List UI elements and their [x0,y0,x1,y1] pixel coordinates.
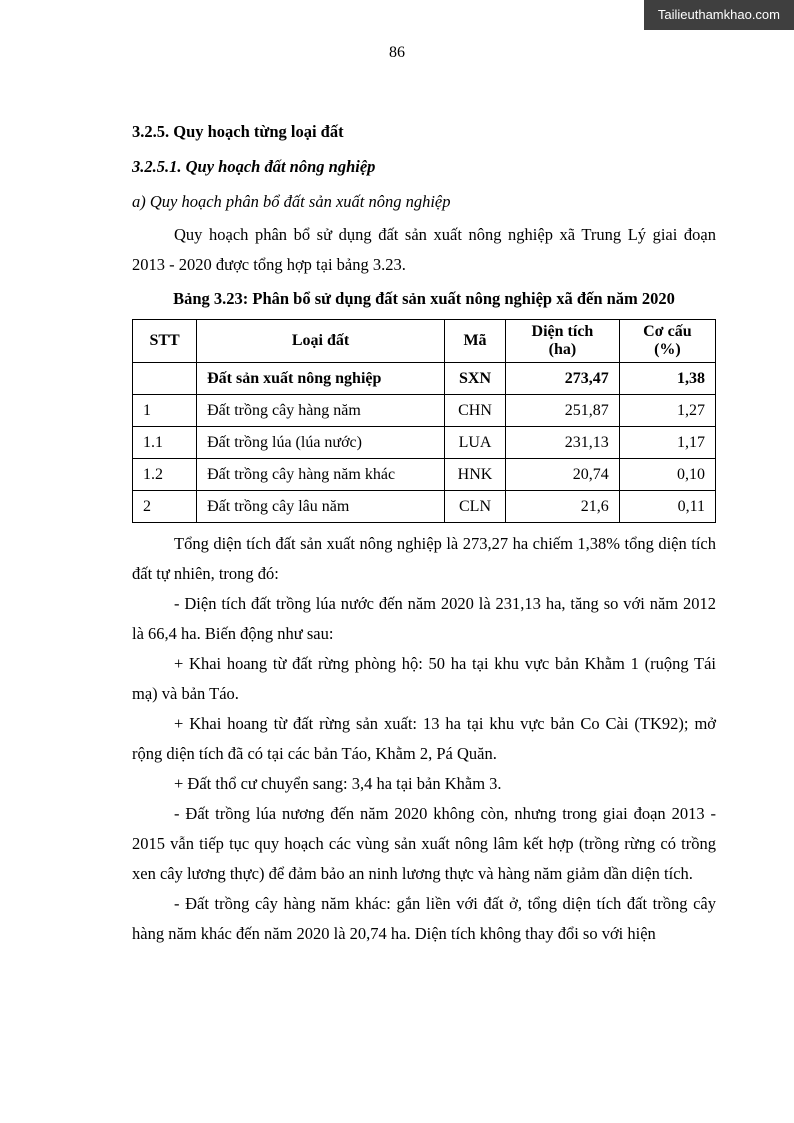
cell-dien-tich: 251,87 [506,395,620,427]
cell-stt: 1.2 [133,459,197,491]
table-row [133,395,716,427]
cell-ma: LUA [444,427,505,459]
table-header-row [133,320,716,363]
cell-co-cau: 1,17 [619,427,715,459]
col-header-co-cau: Cơ cấu (%) [619,320,715,363]
cell-stt: 1.1 [133,427,197,459]
col-header-dien-tich: Diện tích (ha) [506,320,620,363]
cell-ma: HNK [444,459,505,491]
cell-dien-tich: 21,6 [506,491,620,523]
cell-co-cau: 1,27 [619,395,715,427]
cell-stt [133,363,197,395]
table-row [133,491,716,523]
cell-loai-dat: Đất trồng cây lâu năm [197,491,445,523]
col-header-loai-dat: Loại đất [197,320,445,363]
subsection-heading: 3.2.5.1. Quy hoạch đất nông nghiệp [132,157,376,176]
table-caption: Bảng 3.23: Phân bổ sử dụng đất sản xuất nông nghiệp xã đến năm 2020 [173,289,675,308]
cell-ma: SXN [444,363,505,395]
page-number: 86 [389,44,405,61]
cell-ma: CHN [444,395,505,427]
table-row [133,363,716,395]
watermark-label: Tailieuthamkhao.com [644,0,794,30]
paragraph-khai-hoang-san-xuat: + Khai hoang từ đất rừng sản xuất: 13 ha tại khu vực bản Co Cài (TK92); mở rộng diện tích đã có tại các bản Táo, Khằm 2, Pá Quăn. [132,714,716,763]
land-use-table [132,319,716,523]
paragraph-rice-land: - Diện tích đất trồng lúa nước đến năm 2020 là 231,13 ha, tăng so với năm 2012 là 66,4 ha. Biến động như sau: [132,594,716,643]
cell-stt: 1 [133,395,197,427]
col-header-stt: STT [133,320,197,363]
page-content [0,62,794,949]
table-row [133,459,716,491]
cell-loai-dat: Đất trồng lúa (lúa nước) [197,427,445,459]
cell-loai-dat: Đất trồng cây hàng năm [197,395,445,427]
table-row [133,427,716,459]
col-header-ma: Mã [444,320,505,363]
paragraph-intro: Quy hoạch phân bổ sử dụng đất sản xuất nông nghiệp xã Trung Lý giai đoạn 2013 - 2020 được tổng hợp tại bảng 3.23. [132,225,716,274]
cell-co-cau: 1,38 [619,363,715,395]
cell-dien-tich: 20,74 [506,459,620,491]
paragraph-hang-nam-khac: - Đất trồng cây hàng năm khác: gắn liền với đất ở, tổng diện tích đất trồng cây hàng năm khác đến năm 2020 là 20,74 ha. Diện tích không thay đổi so với hiện [132,894,716,943]
paragraph-tho-cu: + Đất thổ cư chuyển sang: 3,4 ha tại bản Khằm 3. [174,774,502,793]
cell-co-cau: 0,11 [619,491,715,523]
cell-stt: 2 [133,491,197,523]
paragraph-khai-hoang-phong-ho: + Khai hoang từ đất rừng phòng hộ: 50 ha tại khu vực bản Khằm 1 (ruộng Tái mạ) và bản Táo. [132,654,716,703]
cell-co-cau: 0,10 [619,459,715,491]
cell-loai-dat: Đất sản xuất nông nghiệp [197,363,445,395]
cell-dien-tich: 273,47 [506,363,620,395]
cell-dien-tich: 231,13 [506,427,620,459]
item-heading: a) Quy hoạch phân bổ đất sản xuất nông nghiệp [132,192,451,211]
cell-ma: CLN [444,491,505,523]
paragraph-total: Tổng diện tích đất sản xuất nông nghiệp là 273,27 ha chiếm 1,38% tổng diện tích đất tự nhiên, trong đó: [132,534,716,583]
paragraph-lua-nuong: - Đất trồng lúa nương đến năm 2020 không còn, nhưng trong giai đoạn 2013 - 2015 vẫn tiếp tục quy hoạch các vùng sản xuất nông lâm kết hợp (trồng rừng có trồng xen cây lương thực) để đảm bảo an ninh lương thực và hàng năm giảm dần diện tích. [132,804,716,883]
cell-loai-dat: Đất trồng cây hàng năm khác [197,459,445,491]
section-heading: 3.2.5. Quy hoạch từng loại đất [132,122,344,141]
